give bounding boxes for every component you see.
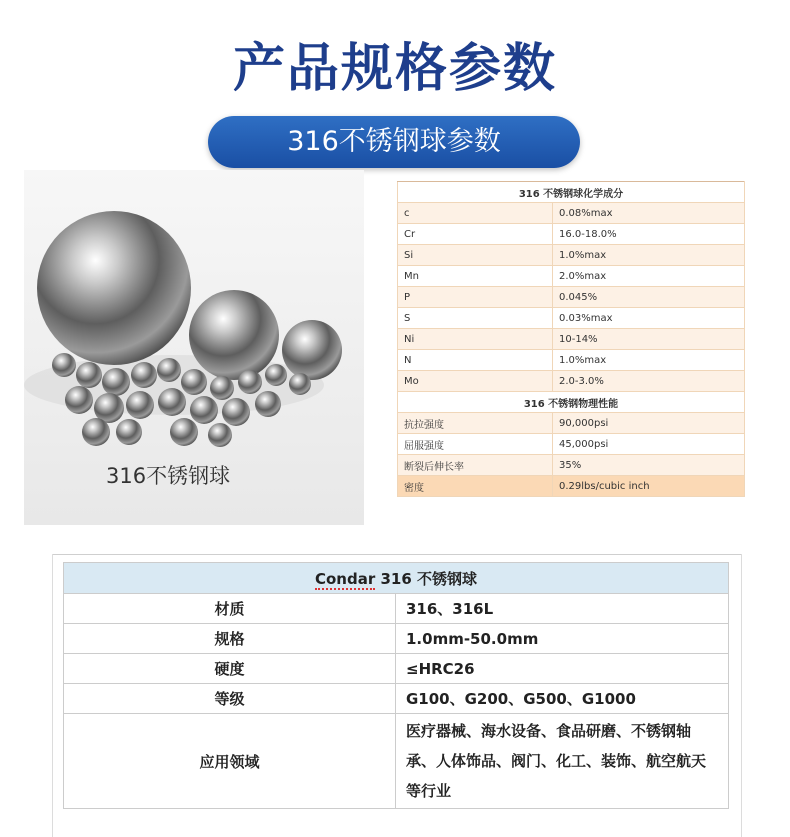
- chem-value: 10-14%: [553, 329, 745, 350]
- chem-value: 0.03%max: [553, 308, 745, 329]
- spec-value: ≤HRC26: [396, 654, 729, 684]
- chem-key: Cr: [398, 224, 553, 245]
- phys-key: 抗拉强度: [398, 413, 553, 434]
- spec-key: 规格: [64, 624, 396, 654]
- chem-heading: 316 不锈钢球化学成分: [398, 182, 745, 203]
- chem-key: Ni: [398, 329, 553, 350]
- chem-value: 16.0-18.0%: [553, 224, 745, 245]
- frame-left-line: [52, 554, 53, 837]
- chem-key: N: [398, 350, 553, 371]
- chem-key: P: [398, 287, 553, 308]
- chem-key: Si: [398, 245, 553, 266]
- chem-value: 0.045%: [553, 287, 745, 308]
- phys-key: 屈服强度: [398, 434, 553, 455]
- chem-value: 0.08%max: [553, 203, 745, 224]
- chem-key: S: [398, 308, 553, 329]
- phys-value: 35%: [553, 455, 745, 476]
- composition-table: [397, 181, 745, 497]
- spec-key: 材质: [64, 594, 396, 624]
- section-divider: [52, 554, 742, 555]
- chem-value: 2.0%max: [553, 266, 745, 287]
- chem-value: 1.0%max: [553, 350, 745, 371]
- spec-table: [63, 562, 729, 809]
- chem-key: c: [398, 203, 553, 224]
- photo-caption: 316不锈钢球: [106, 464, 231, 488]
- frame-right-line: [741, 554, 742, 837]
- section-banner: 316不锈钢球参数: [208, 116, 580, 168]
- phys-value: 45,000psi: [553, 434, 745, 455]
- spec-table-heading: [64, 563, 729, 594]
- product-photo: [24, 170, 364, 525]
- chem-key: Mo: [398, 371, 553, 392]
- spec-key: 等级: [64, 684, 396, 714]
- spec-value: 316、316L: [396, 594, 729, 624]
- spec-value: 1.0mm-50.0mm: [396, 624, 729, 654]
- spec-key: 应用领域: [64, 714, 396, 809]
- phys-key: 密度: [398, 476, 553, 497]
- page-title: 产品规格参数: [232, 39, 557, 99]
- phys-value: 0.29lbs/cubic inch: [553, 476, 745, 497]
- spec-value: 医疗器械、海水设备、食品研磨、不锈钢轴承、人体饰品、阀门、化工、装饰、航空航天等行业: [396, 714, 729, 809]
- phys-key: 断裂后伸长率: [398, 455, 553, 476]
- chem-value: 2.0-3.0%: [553, 371, 745, 392]
- phys-value: 90,000psi: [553, 413, 745, 434]
- brand-name: Condar: [314, 569, 376, 588]
- spec-value: G100、G200、G500、G1000: [396, 684, 729, 714]
- spec-key: 硬度: [64, 654, 396, 684]
- phys-heading: 316 不锈钢物理性能: [398, 392, 745, 413]
- chem-key: Mn: [398, 266, 553, 287]
- spec-heading-text: 316 不锈钢球: [375, 569, 477, 588]
- chem-value: 1.0%max: [553, 245, 745, 266]
